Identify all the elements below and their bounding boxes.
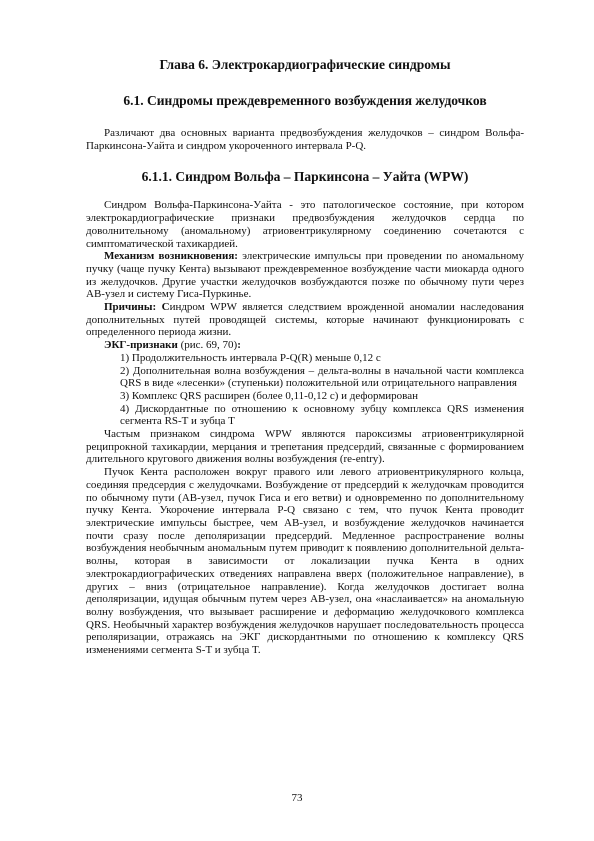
intro-paragraph: Различают два основных варианта предвозбуждения желудочков – синдром Вольфа-Паркинсона-Уайта и синдром укороченного интервала P-Q. <box>86 127 524 152</box>
page-content <box>86 56 524 657</box>
paroxysm-paragraph: Частым признаком синдрома WPW являются пароксизмы атриовентрикулярной реципрокной тахикардии, мерцания и трепетания предсердий, связанные с формированием длительного кругового движения волны возбуждения (re-entry). <box>86 428 524 466</box>
ecg-signs-colon: : <box>237 339 241 352</box>
list-item: 3) Комплекс QRS расширен (более 0,11-0,12 с) и деформирован <box>120 389 418 402</box>
chapter-title: Глава 6. Электрокардиографические синдромы <box>159 57 451 72</box>
mechanism-text: электрические импульсы при проведении по аномальному пучку (чаще пучку Кента) вызывают преждевременное возбуждение части миокарда одного из желудочков. Другие участки желудочков возбуждаются позже по обычному пути через АВ-узел и систему Гиса-Пуркинье. <box>86 250 524 301</box>
definition-paragraph: Синдром Вольфа-Паркинсона-Уайта - это патологическое состояние, при котором электрокардиографические признаки предвозбуждения желудочков сердца по доволнительному (аномальному) атриовентрикулярному соединению сочетаются с симптоматической тахикардией. <box>86 199 524 250</box>
section-title: 6.1. Синдромы преждевременного возбуждения желудочков <box>123 93 487 108</box>
ecg-signs-heading <box>86 339 524 352</box>
list-item: 2) Дополнительная волна возбуждения – дельта-волны в начальной части комплекса QRS в виде «лесенки» (ступеньки) положительной или отрицательного направления <box>120 364 524 390</box>
kent-bundle-paragraph: Пучок Кента расположен вокруг правого или левого атриовентрикулярного кольца, соединяя предсердия с желудочками. Возбуждение от предсердий к желудочкам проводится по обычному пути (АВ-узел, пучок Гиса и его ветви) и одновременно по дополнительному пучку Кента. Укорочение интервала P-Q связано с тем, что пучок Кента проводит электрические импульсы быстрее, чем АВ-узел, и возбуждение желудочков начинается почти сразу после деполяризации предсердий. Медленное распространение волны возбуждения необычным аномальным путем приводит к появлению дополнительной дельта-волны, которая в зависимости от локализации пучка Кента в одних электрокардиографических отведениях направлена вверх (положительное направление), в других – вниз (отрицательное направление). Когда желудочков достигает волна деполяризации, идущая обычным путем через АВ-узел, она «наслаивается» на аномальную волну возбуждения, что вызывает расширение и деформацию желудочкового комплекса QRS. Необычный характер возбуждения желудочков нарушает последовательность процесса реполяризации, отражаясь на ЭКГ дискордантными по отношению к комплексу QRS изменениями сегмента S-T и зубца T. <box>86 466 524 657</box>
subsection-title: 6.1.1. Синдром Вольфа – Паркинсона – Уайта (WPW) <box>141 169 469 185</box>
page-number: 73 <box>291 792 303 804</box>
list-item: 1) Продолжительность интервала P-Q(R) меньше 0,12 с <box>120 351 381 364</box>
ecg-signs-ref: (рис. 69, 70) <box>177 339 238 352</box>
causes-text: индром WPW является следствием врожденной аномалии наследования дополнительных путей проводящей системы, которые начинают функционировать с определенного периода жизни. <box>86 301 524 339</box>
list-item: 4) Дискордантные по отношению к основному зубцу комплекса QRS изменения сегмента RS-T и зубца T <box>120 402 524 428</box>
causes-paragraph <box>86 301 524 339</box>
mechanism-label: Механизм возникновения: <box>104 250 238 263</box>
ecg-signs-label: ЭКГ-признаки <box>104 339 178 352</box>
mechanism-paragraph <box>86 250 524 301</box>
causes-label: Причины: С <box>104 301 170 314</box>
ecg-signs-list <box>86 352 524 428</box>
